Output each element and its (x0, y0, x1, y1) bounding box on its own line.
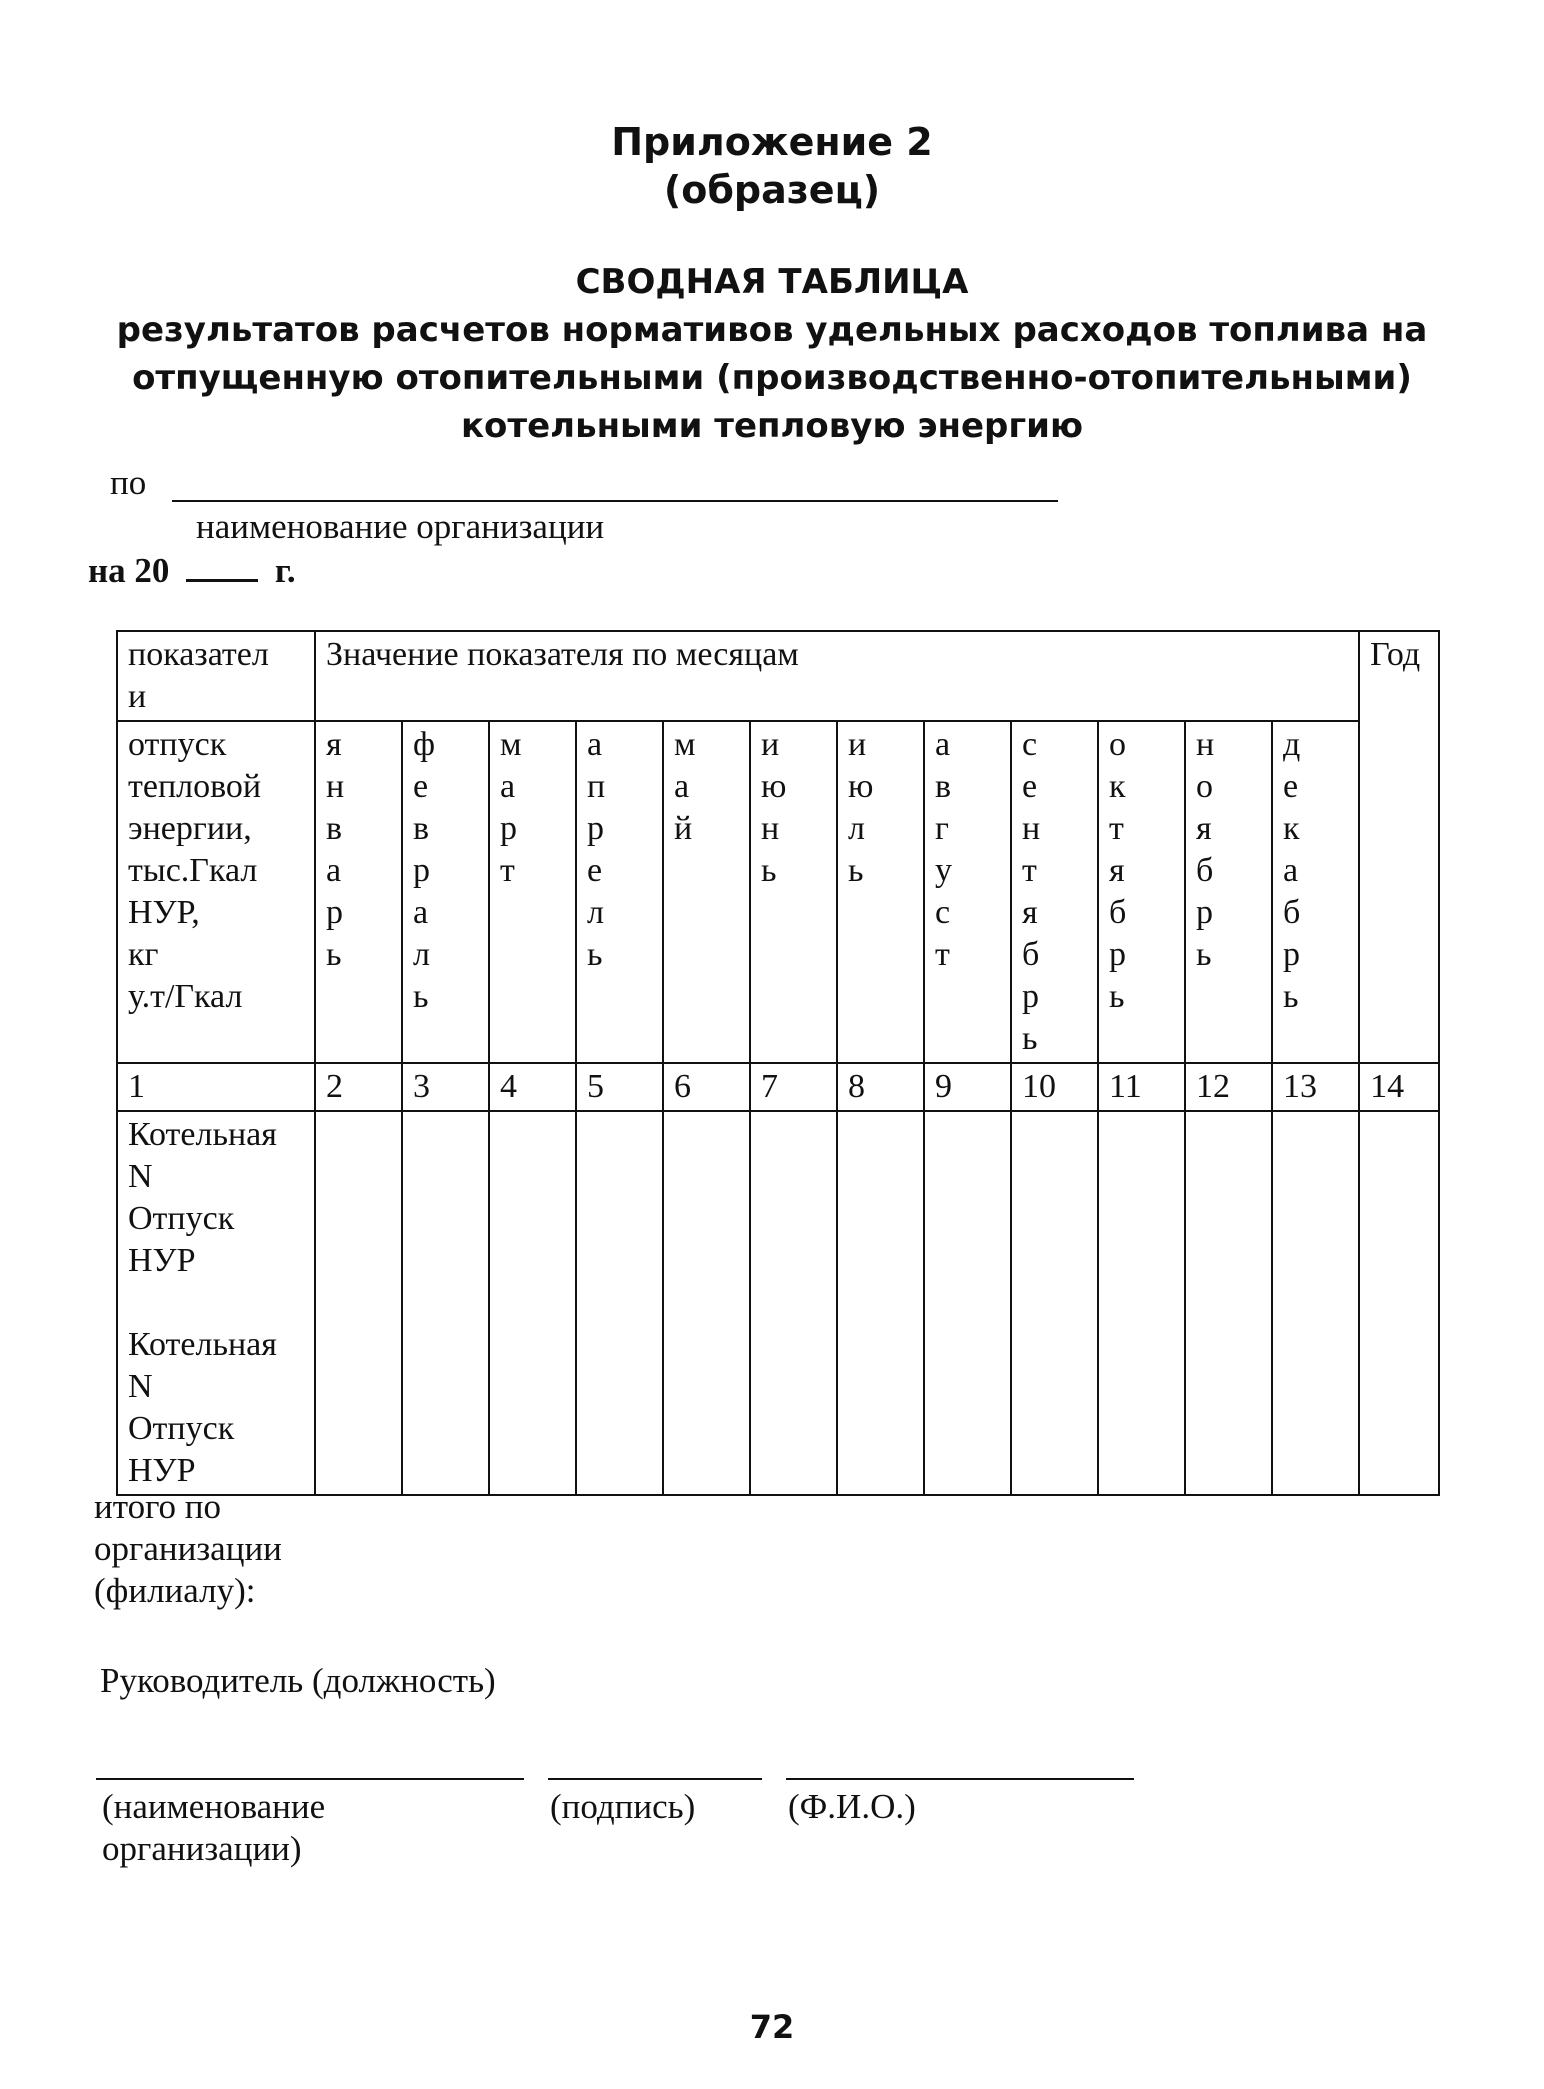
sign-caption: (подпись) (550, 1787, 696, 1826)
boiler-release: Отпуск (128, 1410, 235, 1447)
title-main: СВОДНАЯ ТАБЛИЦА (575, 262, 969, 302)
title-line-1: результатов расчетов нормативов удельных расходов топлива на (116, 310, 1428, 350)
month-march: м а р т (489, 721, 576, 1063)
title-line-2: отпущенную отопительными (производственно-отопительными) (132, 358, 1412, 398)
column-numbers-row (117, 1063, 1439, 1111)
month-april: а п р е л ь (576, 721, 663, 1063)
month-december: д е к а б р ь (1272, 721, 1359, 1063)
org-name-line[interactable] (172, 500, 1058, 502)
data-cell[interactable] (837, 1111, 924, 1495)
year-suffix: г. (274, 551, 296, 590)
data-cell[interactable] (489, 1111, 576, 1495)
header-months: Значение показателя по месяцам (315, 631, 1359, 721)
col-number: 14 (1359, 1063, 1439, 1111)
col-number: 6 (663, 1063, 750, 1111)
appendix-sample-note: (образец) (663, 168, 881, 212)
data-cell[interactable] (402, 1111, 489, 1495)
data-cell[interactable] (663, 1111, 750, 1495)
col-number: 5 (576, 1063, 663, 1111)
header-year: Год (1359, 631, 1439, 1063)
col-number: 8 (837, 1063, 924, 1111)
col-number: 3 (402, 1063, 489, 1111)
month-names-row (117, 721, 1439, 1063)
sign-line[interactable] (548, 1778, 762, 1780)
data-cell[interactable] (1011, 1111, 1098, 1495)
month-october: о к т я б р ь (1098, 721, 1185, 1063)
col-number: 11 (1098, 1063, 1185, 1111)
head-position: Руководитель (должность) (100, 1661, 496, 1700)
summary-table (116, 630, 1440, 1496)
col-number: 4 (489, 1063, 576, 1111)
boiler-number: N (128, 1158, 153, 1195)
boiler-name: Котельная (128, 1116, 277, 1153)
month-september: с е н т я б р ь (1011, 721, 1098, 1063)
boiler-release: Отпуск (128, 1200, 235, 1237)
org-caption: наименование организации (196, 507, 605, 546)
month-august: а в г у с т (924, 721, 1011, 1063)
boiler-data-row (117, 1111, 1439, 1495)
col-number: 1 (117, 1063, 315, 1111)
indicator-description: отпуск тепловой энергии, тыс.Гкал НУР, кг у.т/Гкал (117, 721, 315, 1063)
data-cell-year[interactable] (1359, 1111, 1439, 1495)
page-number: 72 (749, 2008, 795, 2046)
month-may: м а й (663, 721, 750, 1063)
year-blank[interactable] (186, 579, 258, 582)
boiler-nur: НУР (128, 1242, 196, 1279)
data-cell[interactable] (1185, 1111, 1272, 1495)
document-title (0, 258, 1544, 450)
col-number: 10 (1011, 1063, 1098, 1111)
boiler-name: Котельная (128, 1326, 277, 1363)
col-number: 13 (1272, 1063, 1359, 1111)
data-cell[interactable] (924, 1111, 1011, 1495)
title-line-3: котельными тепловую энергию (460, 406, 1084, 446)
name-line[interactable] (786, 1778, 1134, 1780)
appendix-heading (0, 118, 1544, 214)
org-caption-bottom: (наименование организации) (102, 1787, 326, 1868)
header-indicator: показател и (117, 631, 315, 721)
col-number: 9 (924, 1063, 1011, 1111)
boiler-nur: НУР (128, 1452, 196, 1489)
month-february: ф е в р а л ь (402, 721, 489, 1063)
total-label: итого по организации (филиалу): (94, 1487, 282, 1610)
month-june: и ю н ь (750, 721, 837, 1063)
name-caption: (Ф.И.О.) (788, 1787, 916, 1826)
data-cell[interactable] (1098, 1111, 1185, 1495)
col-number: 7 (750, 1063, 837, 1111)
year-prefix: на 20 (88, 551, 170, 590)
col-number: 2 (315, 1063, 402, 1111)
month-july: и ю л ь (837, 721, 924, 1063)
col-number: 12 (1185, 1063, 1272, 1111)
data-cell[interactable] (750, 1111, 837, 1495)
data-cell[interactable] (1272, 1111, 1359, 1495)
month-november: н о я б р ь (1185, 721, 1272, 1063)
header-row (117, 631, 1439, 721)
appendix-number: Приложение 2 (611, 120, 933, 164)
data-cell[interactable] (315, 1111, 402, 1495)
month-january: я н в а р ь (315, 721, 402, 1063)
year-line (88, 550, 296, 592)
org-signature-line[interactable] (96, 1778, 524, 1780)
boiler-number: N (128, 1368, 153, 1405)
data-cell[interactable] (576, 1111, 663, 1495)
org-prefix: по (110, 463, 147, 502)
boiler-labels (117, 1111, 315, 1495)
